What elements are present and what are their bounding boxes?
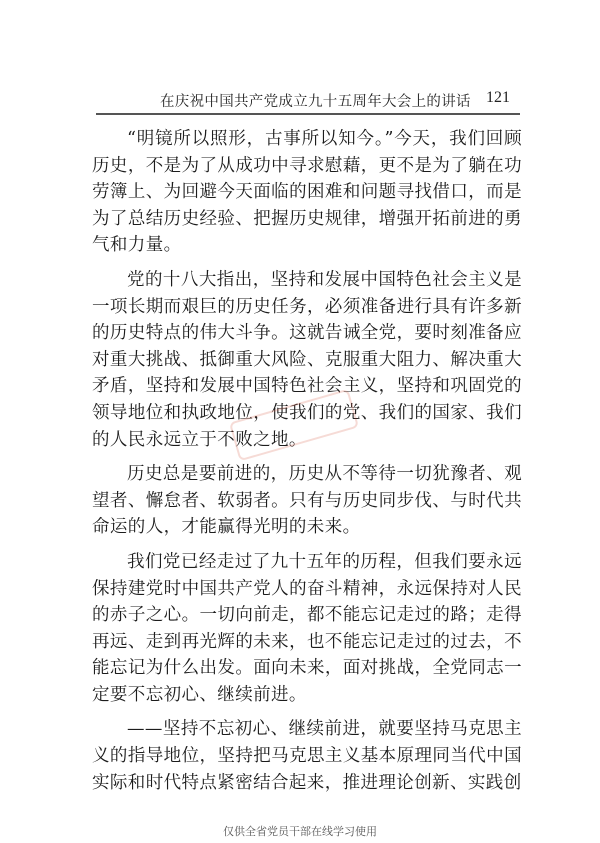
- paragraph: 历史总是要前进的，历史从不等待一切犹豫者、观望者、懈怠者、软弱者。只有与历史同步伐、与时代共命运的人，才能赢得光明的未来。: [92, 464, 522, 538]
- header-rule: [96, 113, 520, 115]
- page-number: 121: [486, 89, 510, 106]
- running-header-title: 在庆祝中国共产党成立九十五周年大会上的讲话: [160, 94, 471, 110]
- footer-note: 仅供全省党员干部在线学习使用: [223, 825, 377, 838]
- paragraph: 党的十八大指出，坚持和发展中国特色社会主义是一项长期而艰巨的历史任务，必须准备进行具有许多新的历史特点的伟大斗争。这就告诫全党，要时刻准备应对重大挑战、抵御重大风险、克服重大阻力、解决重大矛盾，坚持和发展中国特色社会主义，坚持和巩固党的领导地位和执政地位，使我们的党、我们的国家、我们的人民永远立于不败之地。: [92, 269, 522, 450]
- paragraph: ——坚持不忘初心、继续前进，就要坚持马克思主义的指导地位，坚持把马克思主义基本原理同当代中国实际和时代特点紧密结合起来，推进理论创新、实践创: [92, 719, 522, 793]
- paragraph: 我们党已经走过了九十五年的历程，但我们要永远保持建党时中国共产党人的奋斗精神，永远保持对人民的赤子之心。一切向前走，都不能忘记走过的路；走得再远、走到再光辉的未来，也不能忘记走过的过去，不能忘记为什么出发。面向未来，面对挑战，全党同志一定要不忘初心、继续前进。: [92, 551, 522, 705]
- body-text: [92, 126, 522, 804]
- paragraph: “明镜所以照形，古事所以知今。”今天，我们回顾历史，不是为了从成功中寻求慰藉，更不是为了躺在功劳簿上、为回避今天面临的困难和问题寻找借口，而是为了总结历史经验、把握历史规律，增强开拓前进的勇气和力量。: [92, 129, 522, 256]
